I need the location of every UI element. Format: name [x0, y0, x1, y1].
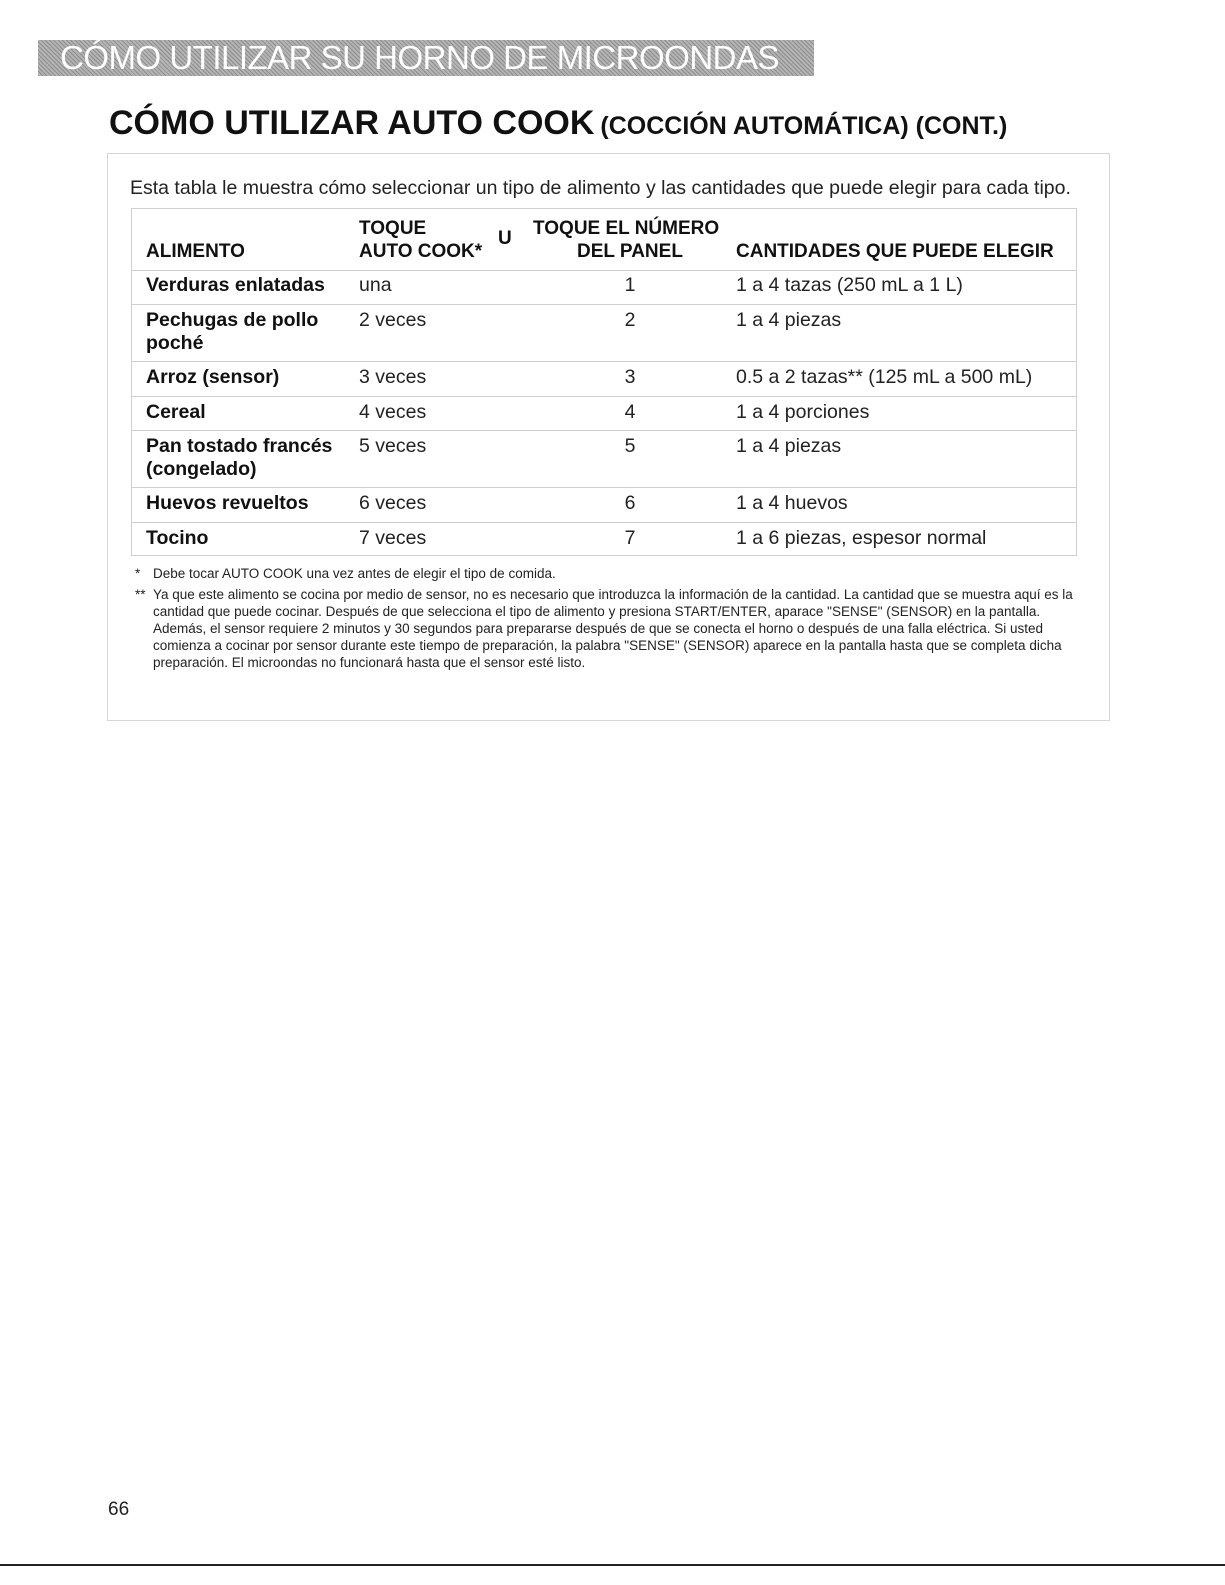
food-name-line2: (congelado): [146, 458, 257, 480]
table-row: [131, 396, 1077, 397]
food-name: Pan tostado francés: [146, 435, 333, 457]
page-title: [109, 104, 1007, 143]
header-number-line2: DEL PANEL: [577, 241, 683, 262]
bottom-rule: [0, 1564, 1225, 1566]
food-name: Pechugas de pollo: [146, 309, 319, 331]
table-row: [131, 304, 1077, 305]
row-divider: [131, 270, 1077, 271]
amount: 1 a 6 piezas, espesor normal: [736, 527, 987, 549]
footnotes: [135, 565, 1085, 675]
amount: 0.5 a 2 tazas** (125 mL a 500 mL): [736, 366, 1033, 388]
table-row: [131, 430, 1077, 431]
food-name: Tocino: [146, 527, 209, 549]
page-number: 66: [108, 1499, 130, 1520]
food-name-line2: poché: [146, 332, 204, 354]
row-divider: [131, 522, 1077, 523]
food-name: Huevos revueltos: [146, 492, 309, 514]
panel-number: 6: [624, 492, 636, 514]
row-divider: [131, 487, 1077, 488]
touch-count: 2 veces: [359, 309, 427, 331]
row-divider: [131, 304, 1077, 305]
footnote-text: Debe tocar AUTO COOK una vez antes de elegir el tipo de comida.: [153, 566, 556, 581]
touch-count: 4 veces: [359, 401, 427, 423]
page-title-sub: (COCCIÓN AUTOMÁTICA) (CONT.): [600, 112, 1008, 140]
header-food: ALIMENTO: [146, 241, 245, 262]
section-banner: [38, 40, 814, 76]
footnote-mark: *: [135, 566, 141, 581]
table-row: [131, 361, 1077, 362]
panel-number: 2: [624, 309, 636, 331]
touch-count: 7 veces: [359, 527, 427, 549]
row-divider: [131, 361, 1077, 362]
table-row: [131, 487, 1077, 488]
row-divider: [131, 396, 1077, 397]
page-title-main: CÓMO UTILIZAR AUTO COOK: [109, 104, 595, 142]
footnote: [135, 586, 1085, 671]
panel-number: 3: [624, 366, 636, 388]
amount: 1 a 4 piezas: [736, 435, 842, 457]
touch-count: una: [359, 274, 392, 296]
panel-number: 5: [624, 435, 636, 457]
header-touch-line1: TOQUE: [359, 218, 427, 239]
header-amounts: CANTIDADES QUE PUEDE ELEGIR: [736, 241, 1054, 262]
table-row: [131, 522, 1077, 523]
table-row: [131, 270, 1077, 271]
footnote: [135, 565, 1085, 582]
intro-text: Esta tabla le muestra cómo seleccionar un tipo de alimento y las cantidades que puede elegir para cada tipo.: [130, 177, 1071, 199]
amount: 1 a 4 tazas (250 mL a 1 L): [736, 274, 963, 296]
footnote-mark: **: [135, 587, 146, 602]
food-name: Cereal: [146, 401, 206, 423]
amount: 1 a 4 huevos: [736, 492, 848, 514]
amount: 1 a 4 piezas: [736, 309, 842, 331]
amount: 1 a 4 porciones: [736, 401, 870, 423]
header-touch-line2: AUTO COOK*: [359, 241, 483, 262]
touch-count: 6 veces: [359, 492, 427, 514]
banner-text: CÓMO UTILIZAR SU HORNO DE MICROONDAS: [60, 39, 780, 76]
panel-number: 1: [624, 274, 636, 296]
food-name: Verduras enlatadas: [146, 274, 325, 296]
touch-count: 3 veces: [359, 366, 427, 388]
header-or: U: [498, 228, 512, 249]
panel-number: 4: [624, 401, 636, 423]
touch-count: 5 veces: [359, 435, 427, 457]
footnote-text: Ya que este alimento se cocina por medio de sensor, no es necesario que introduzca la información de la cantidad. La cantidad que se muestra aquí es la cantidad que puede cocinar. Después de que selecciona el tipo de alimento y presiona START/ENTER, aparace "SENSE" (SENSOR) en la pantalla. Además, el sensor requiere 2 minutos y 30 segundos para prepararse después de que se conecta el horno o después de una falla eléctrica. Si usted comienza a cocinar por sensor durante este tiempo de preparación, la palabra "SENSE" (SENSOR) aparece en la pantalla hasta que se completa dicha preparación. El microondas no funcionará hasta que el sensor esté listo.: [153, 587, 1073, 670]
food-name: Arroz (sensor): [146, 366, 280, 388]
panel-number: 7: [624, 527, 636, 549]
row-divider: [131, 430, 1077, 431]
header-number-line1: TOQUE EL NÚMERO: [533, 218, 720, 239]
